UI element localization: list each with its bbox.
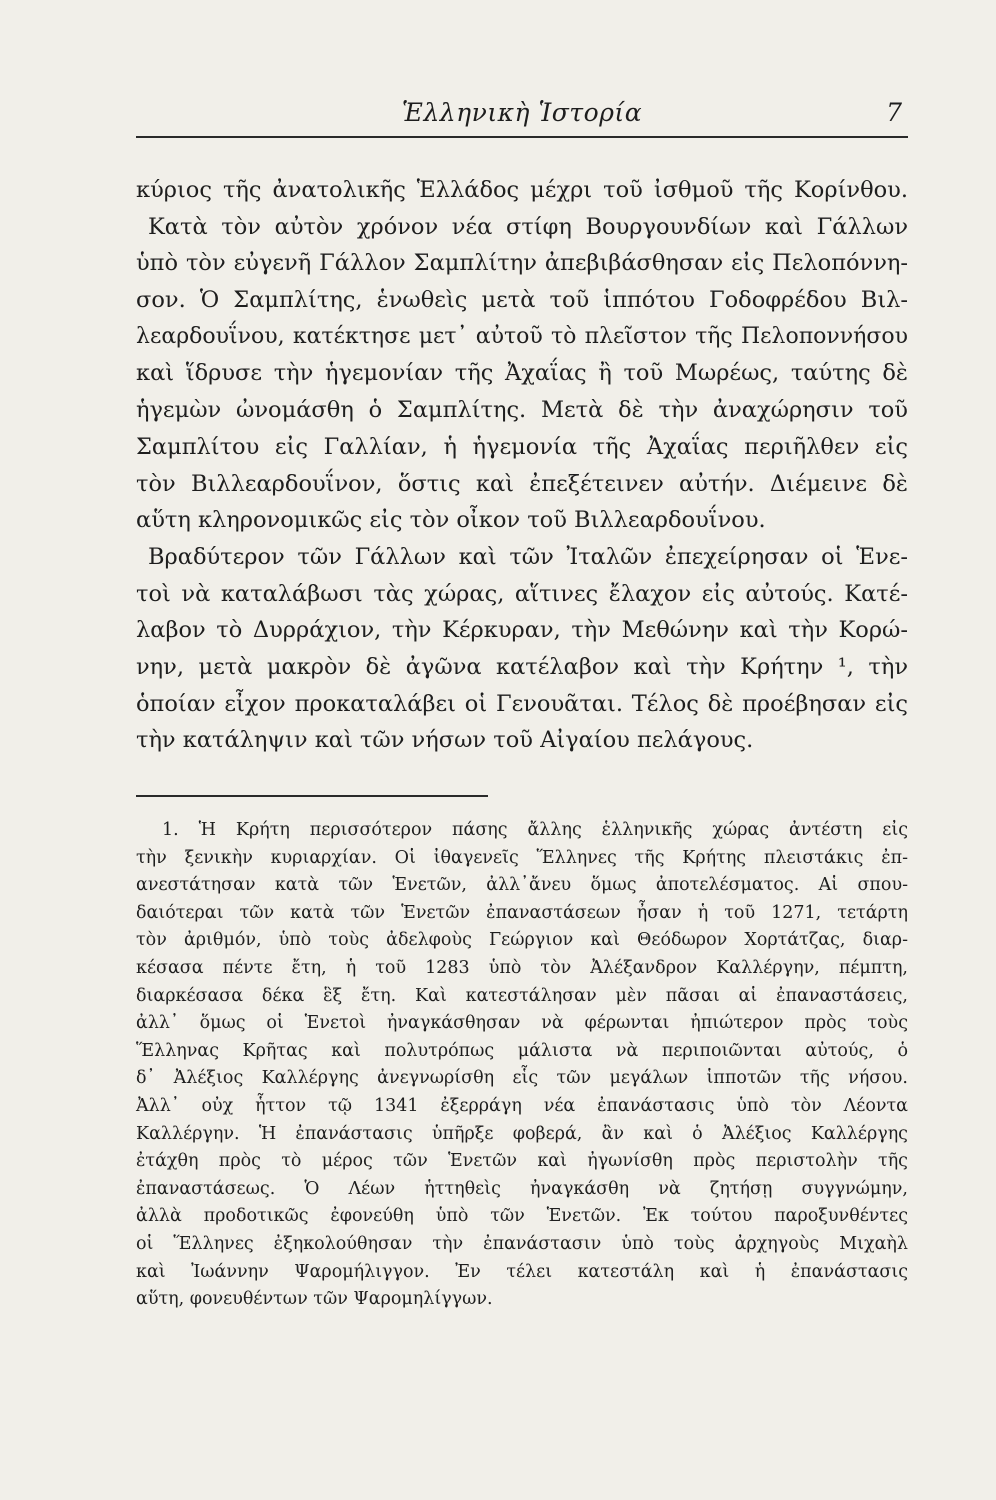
footnote-line: αὕτη, φονευθέντων τῶν Ψαρομηλίγγων. (136, 1289, 493, 1310)
footnote-line: 1. Ἡ Κρήτη περισσότερον πάσης ἄλλης ἑλληνικῆς χώρας ἀντέστη εἰς (162, 820, 908, 840)
body-line: Σαμπλίτου εἰς Γαλλίαν, ἡ ἡγεμονία τῆς Ἀχαΐας περιῆλθεν εἰς (136, 433, 908, 460)
body-line: Κατὰ τὸν αὐτὸν χρόνον νέα στίφη Βουργουνδίων καὶ Γάλλων (148, 213, 908, 240)
body-line: τὴν κατάληψιν καὶ τῶν νήσων τοῦ Αἰγαίου πελάγους. (136, 727, 754, 754)
footnote-line: οἱ Ἕλληνες ἐξηκολούθησαν τὴν ἐπανάστασιν ὑπὸ τοὺς ἀρχηγοὺς Μιχαὴλ (136, 1233, 908, 1254)
body-line: νην, μετὰ μακρὸν δὲ ἀγῶνα κατέλαβον καὶ τὴν Κρήτην ¹, τὴν (136, 653, 908, 680)
footnote-line: Καλλέργην. Ἡ ἐπανάστασις ὑπῆρξε φοβερά, ἂν καὶ ὁ Ἀλέξιος Καλλέργης (136, 1123, 908, 1144)
body-line: λεαρδουΐνου, κατέκτησε μετ᾽ αὐτοῦ τὸ πλεῖστον τῆς Πελοποννήσου (136, 323, 908, 349)
footnote-divider (136, 795, 488, 797)
footnote-line: ἀλλ᾽ ὅμως οἱ Ἑνετοὶ ἠναγκάσθησαν νὰ φέρωνται ἠπιώτερον πρὸς τοὺς (136, 1013, 908, 1034)
body-line: τὸν Βιλλεαρδουΐνον, ὅστις καὶ ἐπεξέτεινεν αὐτήν. Διέμεινε δὲ (136, 470, 908, 497)
footnote-line: ἀλλὰ προδοτικῶς ἐφονεύθη ὑπὸ τῶν Ἑνετῶν. Ἐκ τούτου παροξυνθέντες (136, 1206, 908, 1227)
body-line: λαβον τὸ Δυρράχιον, τὴν Κέρκυραν, τὴν Μεθώνην καὶ τὴν Κορώ- (136, 617, 908, 644)
running-title: Ἑλληνικὴ Ἱστορία (401, 98, 643, 127)
footnote-line: ανεστάτησαν κατὰ τῶν Ἑνετῶν, ἀλλ᾽ἄνευ ὅμως ἀποτελέσματος. Αἱ σπου- (136, 875, 908, 896)
body-line: καὶ ἵδρυσε τὴν ἡγεμονίαν τῆς Ἀχαΐας ἢ τοῦ Μωρέως, ταύτης δὲ (136, 360, 908, 387)
body-line: κύριος τῆς ἀνατολικῆς Ἑλλάδος μέχρι τοῦ ἰσθμοῦ τῆς Κορίνθου. (136, 177, 908, 203)
page-header (136, 96, 908, 138)
footnote-line: δαιότεραι τῶν κατὰ τῶν Ἑνετῶν ἐπαναστάσεων ἦσαν ἡ τοῦ 1271, τετάρτη (136, 902, 908, 923)
body-text (136, 172, 908, 759)
footnote-line: Ἕλληνας Κρῆτας καὶ πολυτρόπως μάλιστα νὰ περιποιῶνται αὐτούς, ὁ (136, 1040, 908, 1061)
body-line: ὁποίαν εἶχον προκαταλάβει οἱ Γενουᾶται. Τέλος δὲ προέβησαν εἰς (136, 690, 908, 717)
footnote-line: Ἀλλ᾽ οὐχ ἧττον τῷ 1341 ἐξερράγη νέα ἐπανάστασις ὑπὸ τὸν Λέοντα (136, 1095, 908, 1116)
footnote-line: ἐπαναστάσεως. Ὁ Λέων ἡττηθεὶς ἠναγκάσθη νὰ ζητήσῃ συγγνώμην, (136, 1178, 908, 1199)
body-line: Βραδύτερον τῶν Γάλλων καὶ τῶν Ἰταλῶν ἐπεχείρησαν οἱ Ἑνε- (148, 543, 908, 570)
page-number: 7 (886, 98, 902, 127)
body-line: ἡγεμὼν ὠνομάσθη ὁ Σαμπλίτης. Μετὰ δὲ τὴν ἀναχώρησιν τοῦ (136, 397, 908, 424)
body-line: τοὶ νὰ καταλάβωσι τὰς χώρας, αἵτινες ἔλαχον εἰς αὐτούς. Κατέ- (136, 580, 908, 607)
footnote-line: ἐτάχθη πρὸς τὸ μέρος τῶν Ἑνετῶν καὶ ἠγωνίσθη πρὸς περιστολὴν τῆς (136, 1151, 908, 1172)
footnotes (136, 817, 908, 1314)
footnote-line: τὴν ξενικὴν κυριαρχίαν. Οἱ ἰθαγενεῖς Ἕλληνες τῆς Κρήτης πλειστάκις ἐπ- (136, 847, 908, 868)
footnote-line: διαρκέσασα δέκα ἓξ ἔτη. Καὶ κατεστάλησαν μὲν πᾶσαι αἱ ἐπαναστάσεις, (136, 985, 908, 1006)
footnote-line: δ᾽ Ἀλέξιος Καλλέργης ἀνεγνωρίσθη εἷς τῶν μεγάλων ἱπποτῶν τῆς νήσου. (136, 1068, 908, 1089)
body-line: σον. Ὁ Σαμπλίτης, ἑνωθεὶς μετὰ τοῦ ἱππότου Γοδοφρέδου Βιλ- (136, 287, 908, 314)
footnote-line: τὸν ἀριθμόν, ὑπὸ τοὺς ἀδελφοὺς Γεώργιον καὶ Θεόδωρον Χορτάτζας, διαρ- (136, 930, 908, 951)
body-line: ὑπὸ τὸν εὐγενῆ Γάλλον Σαμπλίτην ἀπεβιβάσθησαν εἰς Πελοπόννη- (136, 250, 908, 277)
footnote-line: κέσασα πέντε ἔτη, ἡ τοῦ 1283 ὑπὸ τὸν Ἀλέξανδρον Καλλέργην, πέμπτη, (136, 957, 908, 978)
body-line: αὕτη κληρονομικῶς εἰς τὸν οἶκον τοῦ Βιλλεαρδουΐνου. (136, 507, 766, 534)
footnote-line: καὶ Ἰωάννην Ψαρομήλιγγον. Ἐν τέλει κατεστάλη καὶ ἡ ἐπανάστασις (136, 1261, 908, 1282)
